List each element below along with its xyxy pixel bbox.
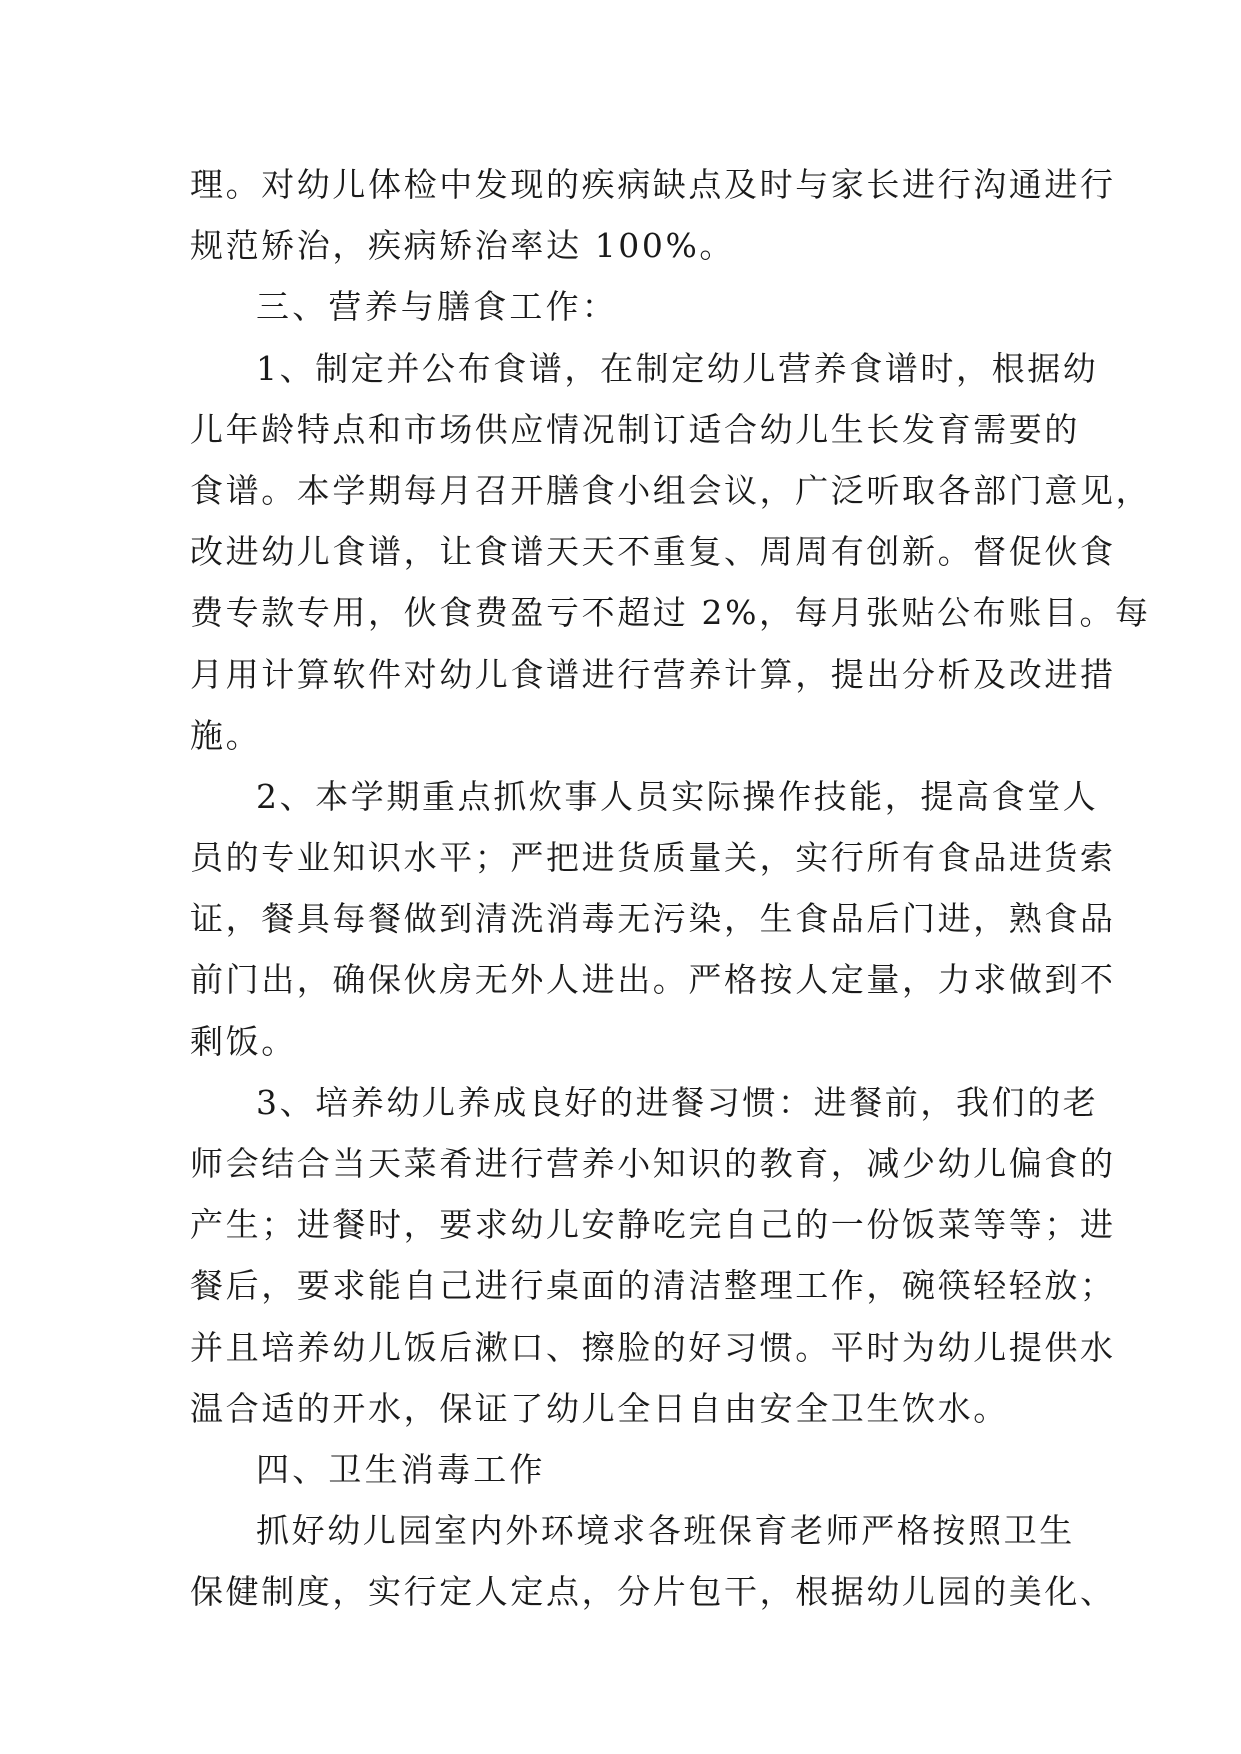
- heading-text: 四、卫生消毒工作: [256, 1449, 546, 1489]
- section-heading-nutrition: [190, 276, 1070, 337]
- text-line: 月用计算软件对幼儿食谱进行营养计算，提出分析及改进措: [190, 654, 1116, 694]
- paragraph-menu: [190, 338, 1152, 766]
- text-line: 费专款专用，伙食费盈亏不超过 2%，每月张贴公布账目。每: [190, 593, 1151, 633]
- text-line: 产生；进餐时，要求幼儿安静吃完自己的一份饭菜等等；进: [190, 1205, 1116, 1245]
- paragraph-kitchen-staff: [190, 766, 1116, 1072]
- text-line: 改进幼儿食谱，让食谱天天不重复、周周有创新。督促伙食: [190, 532, 1116, 572]
- text-line: 食谱。本学期每月召开膳食小组会议，广泛听取各部门意见，: [190, 470, 1152, 510]
- paragraph-health-check: [190, 154, 1116, 276]
- text-line: 证，餐具每餐做到清洗消毒无污染，生食品后门进，熟食品: [190, 899, 1116, 939]
- text-line: 保健制度，实行定人定点，分片包干，根据幼儿园的美化、: [190, 1572, 1116, 1612]
- text-line: 员的专业知识水平；严把进货质量关，实行所有食品进货索: [190, 838, 1116, 878]
- heading-text: 三、营养与膳食工作：: [256, 287, 618, 327]
- text-line: 儿年龄特点和市场供应情况制订适合幼儿生长发育需要的: [190, 409, 1080, 449]
- text-line: 理。对幼儿体检中发现的疾病缺点及时与家长进行沟通进行: [190, 165, 1116, 204]
- text-line: 1、制定并公布食谱，在制定幼儿营养食谱时，根据幼: [256, 348, 1099, 388]
- paragraph-eating-habits: [190, 1072, 1116, 1439]
- paragraph-environment: [190, 1500, 1116, 1622]
- text-line: 抓好幼儿园室内外环境求各班保育老师严格按照卫生: [256, 1511, 1075, 1551]
- text-line: 剩饭。: [190, 1021, 297, 1061]
- text-line: 并且培养幼儿饭后漱口、擦脸的好习惯。平时为幼儿提供水: [190, 1327, 1116, 1367]
- section-heading-hygiene: [190, 1439, 1070, 1500]
- text-line: 3、培养幼儿养成良好的进餐习惯：进餐前，我们的老: [256, 1082, 1099, 1122]
- text-line: 餐后，要求能自己进行桌面的清洁整理工作，碗筷轻轻放；: [190, 1266, 1116, 1306]
- document-body: [190, 154, 1152, 1623]
- text-line: 前门出，确保伙房无外人进出。严格按人定量，力求做到不: [190, 960, 1116, 1000]
- text-line: 规范矫治，疾病矫治率达 100%。: [190, 226, 736, 266]
- text-line: 师会结合当天菜肴进行营养小知识的教育，减少幼儿偏食的: [190, 1144, 1116, 1183]
- text-line: 温合适的开水，保证了幼儿全日自由安全卫生饮水。: [190, 1388, 1009, 1428]
- text-line: 2、本学期重点抓炊事人员实际操作技能，提高食堂人: [256, 776, 1099, 816]
- text-line: 施。: [190, 715, 262, 755]
